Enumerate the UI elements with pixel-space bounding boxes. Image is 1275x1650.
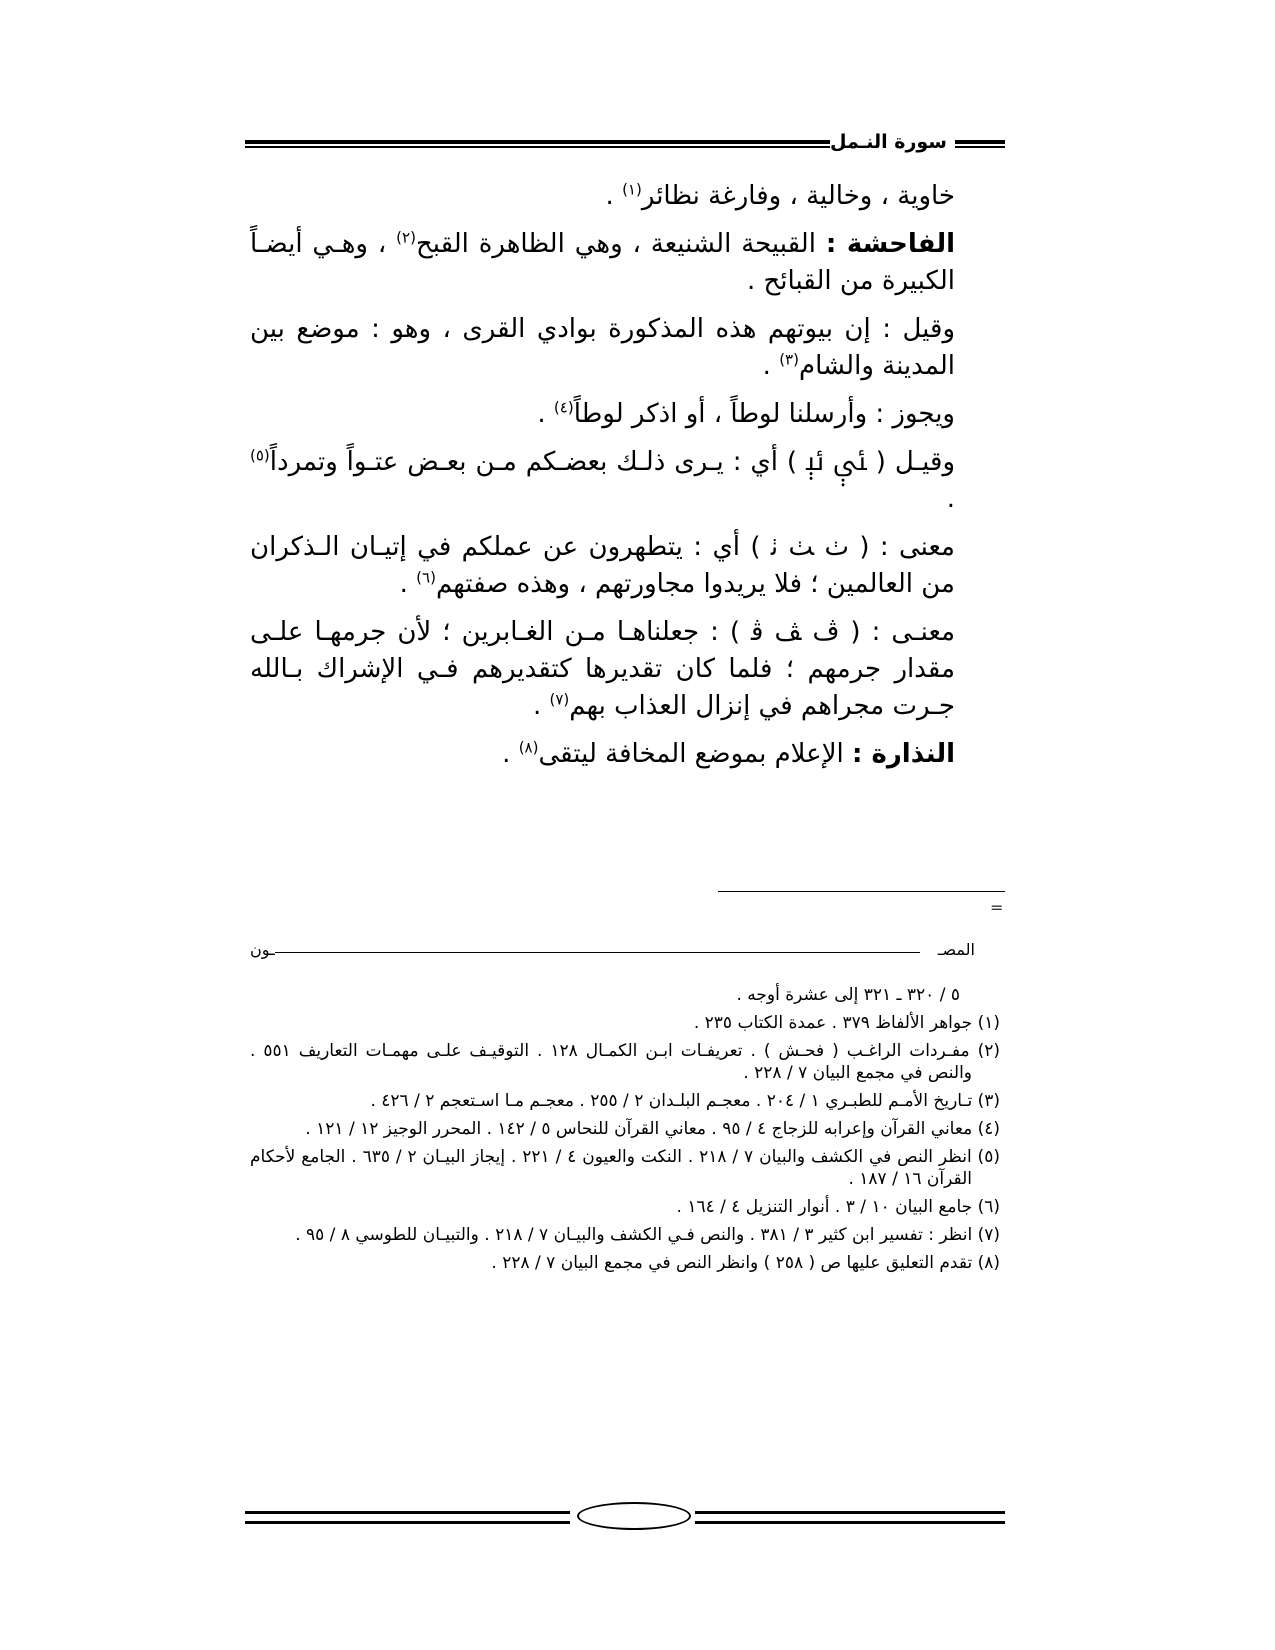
- footnote-ref[interactable]: (١): [622, 180, 642, 199]
- paragraph: النذارة : الإعلام بموضع المخافة ليتقى$^{(٨)}$ .: [502, 738, 955, 769]
- main-text: [250, 178, 1000, 784]
- paragraph: ويجوز : وأرسلنا لوطاً ، أو اذكر لوطاً$^{(٤)}$ .: [537, 398, 955, 429]
- footnote: (٣) تـاريخ الأمـم للطبـري ١ / ٢٠٤ . معجـم البلـدان ٢ / ٢٥٥ . معجـم مـا اسـتعجم ٢ / ٤٢٦ .: [370, 1091, 1000, 1111]
- footnote-separator: [718, 891, 1005, 892]
- defined-term: الفاحشة :: [825, 229, 955, 259]
- paragraph: وقيل : إن بيوتهم هذه المذكورة بوادي القرى ، وهو : موضع بين المدينة والشام$^{(٣)}$ .: [250, 314, 955, 381]
- footnote-ref[interactable]: (٨): [518, 738, 539, 757]
- footnote-ref[interactable]: (٢): [396, 228, 416, 247]
- continued-footnote-line: [250, 940, 975, 966]
- footnote: (١) جواهر الألفاظ ٣٧٩ . عمدة الكتاب ٢٣٥ .: [693, 1013, 1000, 1033]
- header-rule-right: [955, 140, 1005, 148]
- footnote-ref[interactable]: (٤): [553, 398, 574, 417]
- footnote-ref[interactable]: (٧): [549, 690, 570, 709]
- footnote: (٧) انظر : تفسير ابن كثير ٣ / ٣٨١ . والنص فـي الكشف والبيـان ٧ / ٢١٨ . والتبيـان للطوسي ٨ / ٩٥ .: [295, 1225, 1000, 1245]
- footnote: (٢) مفـردات الراغـب ( فحـش ) . تعريفـات ابـن الكمـال ١٢٨ . التوقيـف علـى مهمـات التعاريف ٥٥١ . والنص في مجمع البيان ٧ / ٢٢٨ .: [250, 1041, 1000, 1083]
- kashida-rule: [275, 952, 920, 953]
- continued-word-end: ـون: [250, 940, 275, 959]
- footnote: (٥) انظر النص في الكشف والبيان ٧ / ٢١٨ . النكت والعيون ٤ / ٢٢١ . إيجاز البيـان ٢ / ٦٣٥ . الجامع لأحكام القرآن ١٦ / ١٨٧ .: [250, 1147, 1000, 1189]
- footnote-continuation-marker: =: [990, 898, 1004, 917]
- footnote-ref[interactable]: (٣): [779, 350, 799, 369]
- continued-word-start: المصـ: [937, 940, 975, 959]
- footer-rule-left: [245, 1511, 570, 1524]
- paragraph: خاوية ، وخالية ، وفارغة نظائر$^{(١)}$ .: [605, 180, 955, 211]
- paragraph: معنى : ( ﭞ ﭟ ﭠ ) أي : يتطهرون عن عملكم في إتيـان الـذكران من العالمين ؛ فلا يريدوا مجاورتهم ، وهذه صفتهم$^{(٦)}$ .: [250, 532, 955, 599]
- header-rule-left: [245, 140, 830, 148]
- footnote-ref[interactable]: (٥): [250, 446, 270, 465]
- defined-term: النذارة :: [852, 739, 955, 769]
- footnote-continuation: ٥ / ٣٢٠ ـ ٣٢١ إلى عشرة أوجه .: [736, 985, 960, 1005]
- footer-rule-right: [695, 1511, 1005, 1524]
- footnote: (٦) جامع البيان ١٠ / ٣ . أنوار التنزيل ٤ / ١٦٤ .: [676, 1197, 1000, 1217]
- footnote: (٨) تقدم التعليق عليها ص ( ٢٥٨ ) وانظر النص في مجمع البيان ٧ / ٢٢٨ .: [491, 1253, 1000, 1273]
- paragraph: وقيـل ( ﯷ ﯸ ) أي : يـرى ذلـك بعضـكم مـن بعـض عتـواً وتمرداً$^{(٥)}$ .: [250, 446, 955, 514]
- running-header: [245, 131, 1005, 155]
- surah-title: سورة النـمل: [830, 131, 947, 153]
- page-footer-ornament: [245, 1502, 1005, 1532]
- page-number-oval: [577, 1502, 691, 1530]
- footnotes: [250, 984, 1000, 1280]
- footnote: (٤) معاني القرآن وإعرابه للزجاج ٤ / ٩٥ . معاني القرآن للنحاس ٥ / ١٤٢ . المحرر الوجيز ١٢ / ١٢١ .: [305, 1119, 1000, 1139]
- footnote-ref[interactable]: (٦): [416, 568, 436, 587]
- paragraph: الفاحشة : القبيحة الشنيعة ، وهي الظاهرة القبح$^{(٢)}$ ، وهـي أيضـاً الكبيرة من القبائح .: [250, 228, 955, 296]
- paragraph: معنـى : ( ﭪ ﭫ ﭬ ) : جعلناهـا مـن الغـابرين ؛ لأن جرمهـا علـى مقدار جرمهم ؛ فلما كان تقديرها كتقديرهم فـي الإشراك بـالله جـرت مجراهم في إنزال العذاب بهم$^{(٧)}$ .: [250, 617, 955, 721]
